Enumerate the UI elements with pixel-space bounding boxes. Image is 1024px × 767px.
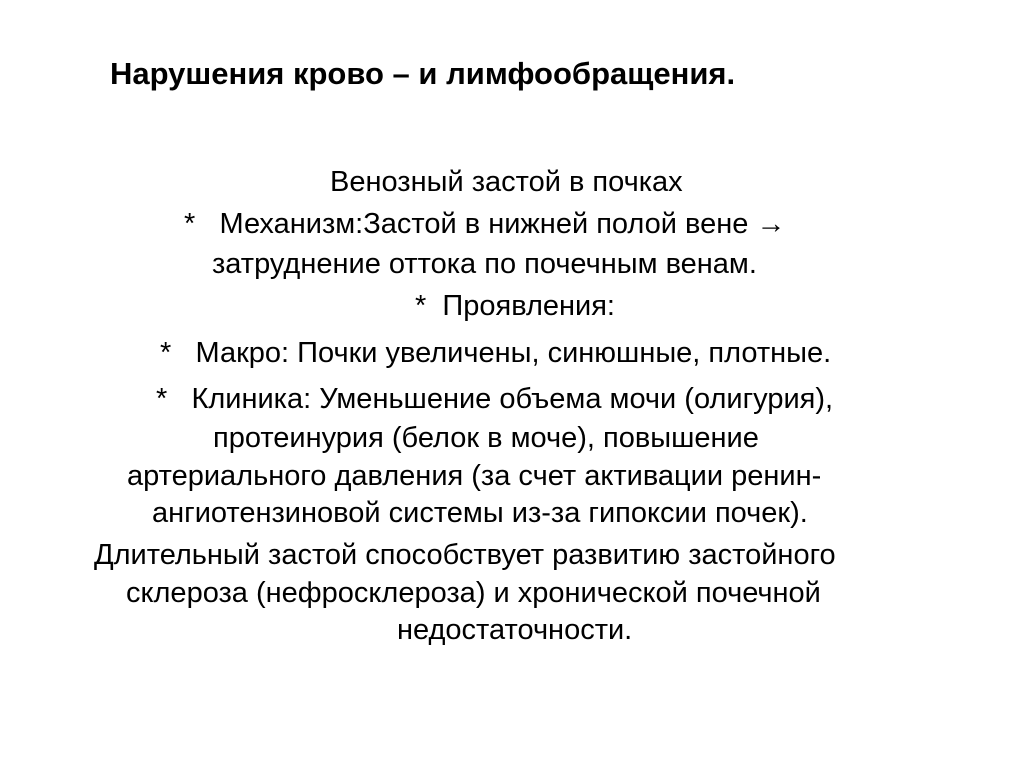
macro-line: * Макро: Почки увеличены, синюшные, плотные. [160, 337, 832, 369]
slide-title: Нарушения крово – и лимфообращения. [110, 56, 736, 91]
conclusion-line-1: Длительный застой способствует развитию застойного [94, 539, 836, 571]
subtitle-line: Венозный застой в почках [330, 166, 683, 198]
mechanism-line-2: затруднение оттока по почечным венам. [212, 248, 757, 280]
clinic-line-2: протеинурия (белок в моче), повышение [213, 422, 759, 454]
conclusion-line-3: недостаточности. [397, 614, 633, 646]
mechanism-line-1: * Механизм:Застой в нижней полой вене → [184, 208, 786, 240]
manifestations-line: * Проявления: [415, 290, 615, 322]
conclusion-line-2: склероза (нефросклероза) и хронической почечной [126, 577, 821, 609]
clinic-line-3: артериального давления (за счет активации ренин- [127, 460, 822, 492]
clinic-line-1: * Клиника: Уменьшение объема мочи (олигурия), [156, 383, 834, 415]
clinic-line-4: ангиотензиновой системы из-за гипоксии почек). [152, 497, 808, 529]
